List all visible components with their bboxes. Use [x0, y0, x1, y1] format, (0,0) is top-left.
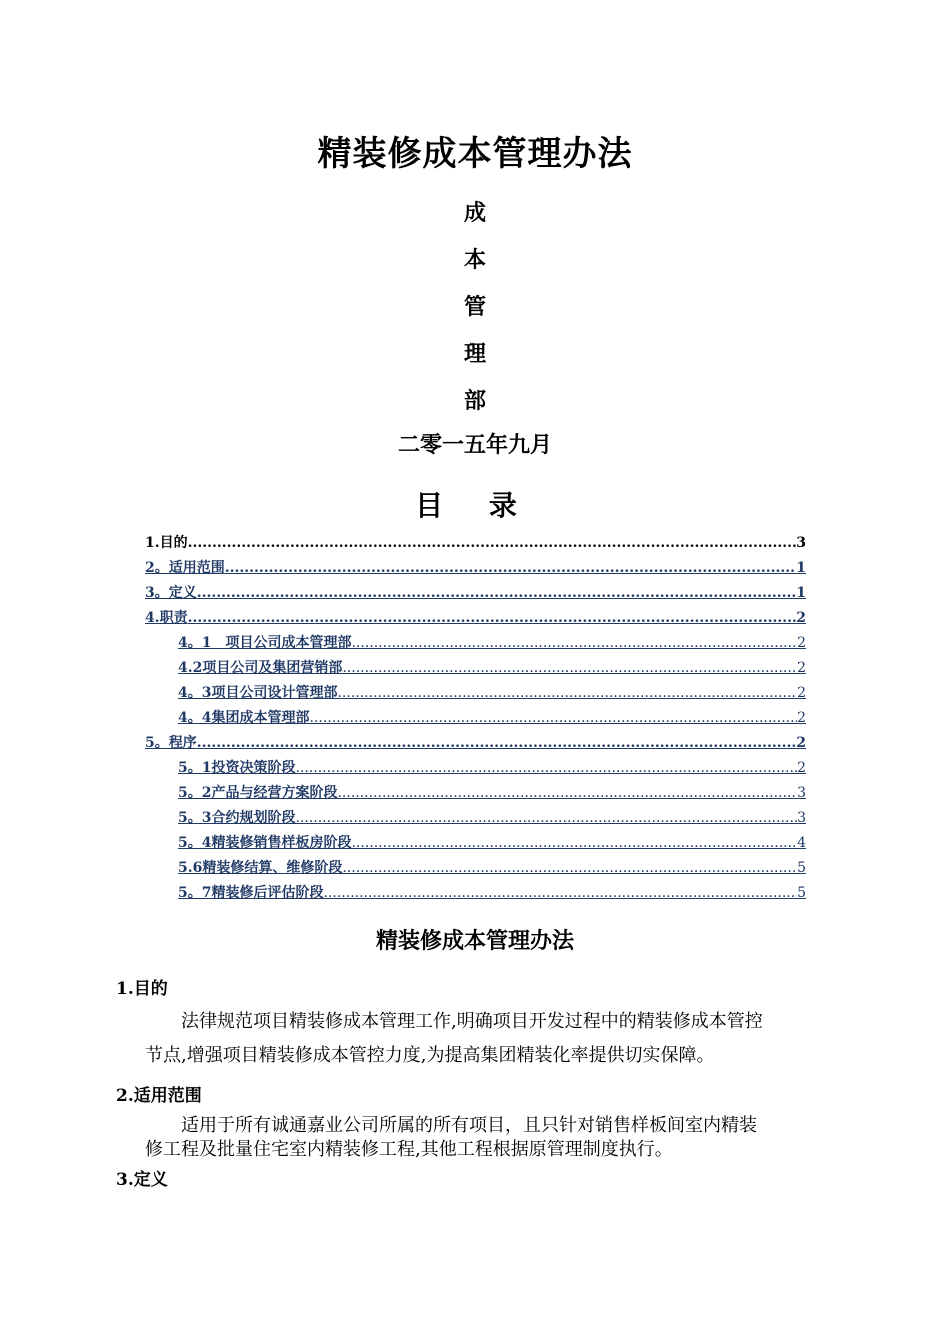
toc-entry[interactable]	[145, 605, 806, 627]
section-title: 精装修成本管理办法	[375, 928, 574, 954]
toc-entry[interactable]	[178, 780, 806, 802]
document-title: 精装修成本管理办法	[317, 134, 633, 174]
toc-entry-label: 4.2项目公司及集团营销部	[178, 660, 343, 676]
toc-entry[interactable]	[178, 655, 806, 677]
toc-entry[interactable]	[178, 880, 806, 902]
section-paragraph	[145, 1114, 810, 1162]
toc-leader-dots	[197, 584, 797, 602]
toc-entry-label: 4。4集团成本管理部	[178, 710, 310, 726]
toc-entry[interactable]	[178, 630, 806, 652]
section-heading: 3.定义	[116, 1170, 168, 1190]
toc-entry-page: 3	[796, 535, 806, 551]
toc-entry[interactable]	[178, 705, 806, 727]
toc-entry-label: 5.6精装修结算、维修阶段	[178, 860, 343, 876]
toc-leader-dots	[188, 609, 797, 627]
toc-entry-page: 2	[797, 685, 806, 701]
section-heading: 2.适用范围	[116, 1086, 202, 1106]
toc-entry[interactable]	[145, 730, 806, 752]
toc-entry[interactable]	[178, 755, 806, 777]
toc-entry-page: 2	[796, 735, 806, 751]
toc-entry-label: 1.目的	[145, 535, 188, 551]
toc-leader-dots	[295, 809, 797, 827]
toc-entry-page: 2	[796, 610, 806, 626]
toc-entry-page: 2	[797, 635, 806, 651]
paragraph-line: 节点,增强项目精装修成本管控力度,为提高集团精装化率提供切实保障。	[145, 1045, 715, 1066]
toc-leader-dots	[323, 884, 797, 902]
department-char: 理	[463, 341, 486, 367]
toc-leader-dots	[342, 659, 797, 677]
toc-entry-page: 3	[797, 785, 806, 801]
department-char: 本	[463, 247, 486, 273]
paragraph-line: 适用于所有诚通嘉业公司所属的所有项目，且只针对销售样板间室内精装	[181, 1115, 757, 1136]
toc-leader-dots	[351, 834, 797, 852]
toc-entry[interactable]	[145, 555, 806, 577]
toc-leader-dots	[351, 634, 797, 652]
toc-entry-label: 5。2产品与经营方案阶段	[178, 785, 338, 801]
section-paragraph	[145, 1008, 810, 1070]
document-date: 二零一五年九月	[397, 432, 552, 458]
department-char: 成	[463, 200, 486, 226]
toc-entry[interactable]	[178, 680, 806, 702]
paragraph-line: 修工程及批量住宅室内精装修工程,其他工程根据原管理制度执行。	[145, 1139, 673, 1160]
toc-leader-dots	[197, 734, 797, 752]
toc-entry-page: 5	[797, 860, 806, 876]
toc-leader-dots	[337, 784, 797, 802]
paragraph-line: 法律规范项目精装修成本管理工作,明确项目开发过程中的精装修成本管控	[181, 1011, 763, 1032]
toc-entry-label: 4。3项目公司设计管理部	[178, 685, 338, 701]
toc-entry-label: 4.职责	[145, 610, 188, 626]
toc-leader-dots	[309, 709, 797, 727]
toc-leader-dots	[295, 759, 797, 777]
toc-leader-dots	[337, 684, 797, 702]
toc-entry[interactable]	[178, 805, 806, 827]
toc-entry-page: 1	[796, 560, 806, 576]
toc-entry-page: 2	[797, 660, 806, 676]
toc-entry-label: 5。3合约规划阶段	[178, 810, 296, 826]
toc-leader-dots	[225, 559, 797, 577]
department-char: 管	[463, 294, 486, 320]
toc-entry-label: 3。定义	[145, 585, 197, 601]
toc-entry-label: 5。7精装修后评估阶段	[178, 885, 324, 901]
toc-entry-page: 2	[797, 760, 806, 776]
toc-entry-label: 4。1 项目公司成本管理部	[178, 635, 352, 651]
toc-entry[interactable]	[145, 530, 806, 552]
toc-entry-label: 2。适用范围	[145, 560, 225, 576]
toc-entry-page: 5	[797, 885, 806, 901]
toc-entry-page: 3	[797, 810, 806, 826]
toc-entry-label: 5。4精装修销售样板房阶段	[178, 835, 352, 851]
toc-entry-label: 5。程序	[145, 735, 197, 751]
section-heading: 1.目的	[116, 979, 168, 999]
toc-leader-dots	[342, 859, 797, 877]
toc-entry[interactable]	[145, 580, 806, 602]
toc-entry-page: 1	[796, 585, 806, 601]
toc-leader-dots	[188, 534, 797, 552]
toc-entry-page: 2	[797, 710, 806, 726]
toc-title: 目 录	[415, 489, 535, 522]
department-char: 部	[463, 388, 486, 414]
toc-entry[interactable]	[178, 855, 806, 877]
toc-entry-page: 4	[797, 835, 806, 851]
toc-entry[interactable]	[178, 830, 806, 852]
toc-entry-label: 5。1投资决策阶段	[178, 760, 296, 776]
